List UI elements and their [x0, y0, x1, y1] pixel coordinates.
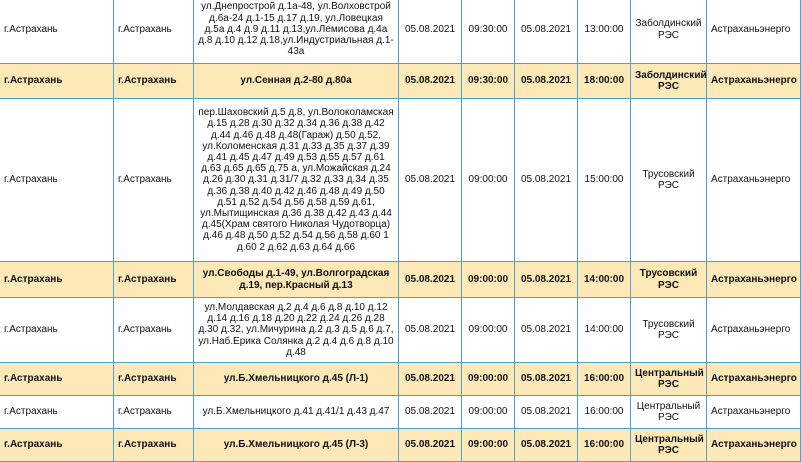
start-date-cell: 05.08.2021	[399, 262, 462, 298]
end-date-cell: 05.08.2021	[515, 396, 578, 429]
end-time-cell: 14:00:00	[578, 298, 631, 363]
table-row	[0, 262, 801, 298]
start-date-cell: 05.08.2021	[399, 99, 462, 262]
start-time-cell: 09:00:00	[462, 99, 515, 262]
res-cell: Трусовский РЭС	[631, 99, 707, 262]
start-time-cell: 09:00:00	[462, 429, 515, 462]
table-row	[0, 99, 801, 262]
locality-cell: г.Астрахань	[0, 363, 114, 396]
locality-cell: г.Астрахань	[0, 99, 114, 262]
city-cell: г.Астрахань	[114, 0, 194, 64]
address-cell: ул.Б.Хмельницкого д.41 д.41/1 д.43 д.47	[194, 396, 399, 429]
end-date-cell: 05.08.2021	[515, 64, 578, 99]
end-date-cell: 05.08.2021	[515, 363, 578, 396]
address-cell: пер.Шаховский д.5 д.8, ул.Волоколамская д.15 д.28 д.30 д.32 д.34 д.36 д.38 д.42 д.44 д.46 д.48 д.48(Гараж) д.50 д.52, ул.Коломенская д.31 д.33 д.35 д.37 д.39 д.41 д.45 д.47 д.49 д.53 д.55 д.57 д.61 д.63 д.65 д.65 д.75 а, ул.Можайская д.24 д.26 д.30 д.31 д.31/7 д.32 д.33 д.34 д.35 д.36 д.38 д.40 д.42 д.46 д.48 д.49 д.50 д.51 д.52 д.54 д.56 д.58 д.59 д.61, ул.Мытищинская д.36 д.38 д.42 д.43 д.44 д.45(Храм святого Николая Чудотворца) д.46 д.48 д.50 д.52 д.54 д.56 д.58 д.60 1 д.60 2 д.62 д.63 д.64 д.66	[194, 99, 399, 262]
table-row	[0, 396, 801, 429]
res-cell: Центральный РЭС	[631, 396, 707, 429]
start-time-cell: 09:30:00	[462, 64, 515, 99]
city-cell: г.Астрахань	[114, 429, 194, 462]
locality-cell: г.Астрахань	[0, 429, 114, 462]
company-cell: Астраханьэнерго	[707, 298, 801, 363]
locality-cell: г.Астрахань	[0, 0, 114, 64]
res-cell: Заболдинский РЭС	[631, 0, 707, 64]
res-cell: Трусовский РЭС	[631, 298, 707, 363]
locality-cell: г.Астрахань	[0, 396, 114, 429]
res-cell: Центральный РЭС	[631, 363, 707, 396]
start-date-cell: 05.08.2021	[399, 64, 462, 99]
company-cell: Астраханьэнерго	[707, 99, 801, 262]
start-time-cell: 09:00:00	[462, 262, 515, 298]
end-time-cell: 15:00:00	[578, 99, 631, 262]
company-cell: Астраханьэнерго	[707, 363, 801, 396]
start-date-cell: 05.08.2021	[399, 396, 462, 429]
city-cell: г.Астрахань	[114, 298, 194, 363]
address-cell: ул.Молдавская д.2 д.4 д.6 д.8 д.10 д.12 д.14 д.16 д.18 д.20 д.22 д.24 д.26 д.28 д.30 д.32, ул.Мичурина д.2 д.3 д.5 д.6 д.7, ул.Наб.Ерика Солянка д.2 д.4 д.6 д.8 д.10 д.48	[194, 298, 399, 363]
table-row	[0, 0, 801, 64]
res-cell: Заболдинский РЭС	[631, 64, 707, 99]
address-cell: ул.Б.Хмельницкого д.45 (Л-3)	[194, 429, 399, 462]
table-row	[0, 298, 801, 363]
city-cell: г.Астрахань	[114, 64, 194, 99]
locality-cell: г.Астрахань	[0, 64, 114, 99]
city-cell: г.Астрахань	[114, 99, 194, 262]
end-date-cell: 05.08.2021	[515, 262, 578, 298]
table-row	[0, 363, 801, 396]
start-time-cell: 09:00:00	[462, 298, 515, 363]
locality-cell: г.Астрахань	[0, 298, 114, 363]
start-time-cell: 09:00:00	[462, 363, 515, 396]
start-date-cell: 05.08.2021	[399, 298, 462, 363]
end-date-cell: 05.08.2021	[515, 429, 578, 462]
start-time-cell: 09:30:00	[462, 0, 515, 64]
company-cell: Астраханьэнерго	[707, 396, 801, 429]
company-cell: Астраханьэнерго	[707, 429, 801, 462]
company-cell: Астраханьэнерго	[707, 0, 801, 64]
start-date-cell: 05.08.2021	[399, 429, 462, 462]
end-date-cell: 05.08.2021	[515, 0, 578, 64]
start-date-cell: 05.08.2021	[399, 363, 462, 396]
address-cell: ул.Свободы д.1-49, ул.Волгоградская д.19, пер.Красный д.13	[194, 262, 399, 298]
address-cell: ул.Б.Хмельницкого д.45 (Л-1)	[194, 363, 399, 396]
city-cell: г.Астрахань	[114, 363, 194, 396]
end-time-cell: 16:00:00	[578, 363, 631, 396]
address-cell: ул.Днепрострой д.1а-48, ул.Волховстрой д.6а-24 д.1-15 д.17 д.19, ул.Ловецкая д.5а д.4 д.9 д.11 д.13,ул.Лемисова д.4а д.8 д.10 д.12 д.18,ул.Индустриальная д.1-43а	[194, 0, 399, 64]
city-cell: г.Астрахань	[114, 262, 194, 298]
end-time-cell: 13:00:00	[578, 0, 631, 64]
company-cell: Астраханьэнерго	[707, 64, 801, 99]
address-cell: ул.Сенная д.2-80 д.80а	[194, 64, 399, 99]
company-cell: Астраханьэнерго	[707, 262, 801, 298]
end-time-cell: 18:00:00	[578, 64, 631, 99]
res-cell: Трусовский РЭС	[631, 262, 707, 298]
city-cell: г.Астрахань	[114, 396, 194, 429]
end-date-cell: 05.08.2021	[515, 298, 578, 363]
res-cell: Центральный РЭС	[631, 429, 707, 462]
end-time-cell: 16:00:00	[578, 429, 631, 462]
end-time-cell: 14:00:00	[578, 262, 631, 298]
start-date-cell: 05.08.2021	[399, 0, 462, 64]
end-date-cell: 05.08.2021	[515, 99, 578, 262]
start-time-cell: 09:00:00	[462, 396, 515, 429]
end-time-cell: 16:00:00	[578, 396, 631, 429]
table-row	[0, 64, 801, 99]
locality-cell: г.Астрахань	[0, 262, 114, 298]
table-row	[0, 429, 801, 462]
